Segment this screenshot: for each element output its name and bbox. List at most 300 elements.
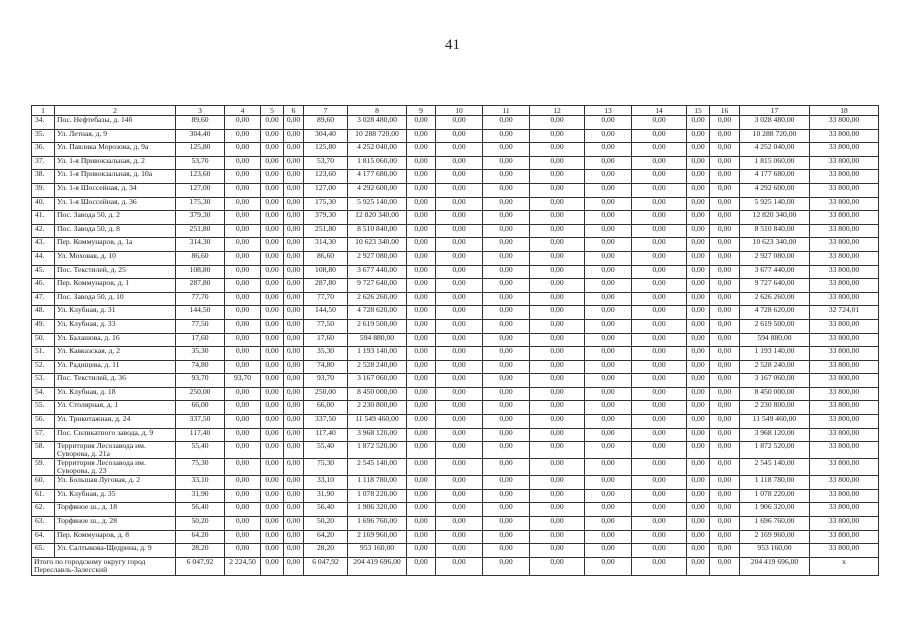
value-cell: 0,00 [407,211,436,225]
value-cell: 0,00 [632,292,687,306]
address-cell: Ул. Клубная, д. 35 [55,489,176,503]
value-cell: 0,00 [436,129,483,143]
value-cell: 3 677 440,00 [348,265,407,279]
value-cell: 0,00 [225,197,261,211]
value-cell: 0,00 [632,489,687,503]
value-cell: 0,00 [284,503,304,517]
value-cell: 2 927 080,00 [348,251,407,265]
table-row [32,360,879,374]
value-cell: 64,20 [304,530,348,544]
value-cell: 251,80 [304,224,348,238]
value-cell: 33 800,00 [810,211,879,225]
value-cell: 3 968 120,00 [740,428,810,442]
value-cell: 0,00 [483,197,530,211]
total-value-cell: 0,00 [632,557,687,575]
value-cell: 0,00 [632,129,687,143]
value-cell: 0,00 [687,442,710,459]
value-cell: 0,00 [632,415,687,429]
column-header: 17 [740,106,810,116]
registry-table [31,105,879,576]
value-cell: 0,00 [436,544,483,558]
value-cell: 1 118 780,00 [740,476,810,490]
value-cell: 33 800,00 [810,197,879,211]
value-cell: 0,00 [407,238,436,252]
value-cell: 50,20 [176,517,225,531]
value-cell: 0,00 [225,183,261,197]
value-cell: 0,00 [225,306,261,320]
value-cell: 33,10 [176,476,225,490]
total-row [32,557,879,575]
address-cell: Пос. Текстилей, д. 36 [55,374,176,388]
value-cell: 0,00 [687,387,710,401]
value-cell: 0,00 [225,459,261,476]
value-cell: 2 169 960,00 [348,530,407,544]
value-cell: 33 800,00 [810,544,879,558]
value-cell: 594 880,00 [348,333,407,347]
total-value-cell: 2 224,50 [225,557,261,575]
value-cell: 0,00 [436,116,483,130]
value-cell: 0,00 [261,183,284,197]
value-cell: 0,00 [530,476,585,490]
value-cell: 0,00 [483,459,530,476]
value-cell: 0,00 [284,360,304,374]
value-cell: 0,00 [530,333,585,347]
value-cell: 0,00 [530,251,585,265]
value-cell: 8 450 000,00 [740,387,810,401]
row-number: 47. [32,292,55,306]
value-cell: 123,60 [304,170,348,184]
value-cell: 0,00 [436,279,483,293]
value-cell: 175,30 [304,197,348,211]
table-row [32,224,879,238]
value-cell: 33 800,00 [810,265,879,279]
total-value-cell: 0,00 [407,557,436,575]
value-cell: 0,00 [284,517,304,531]
value-cell: 33 800,00 [810,476,879,490]
value-cell: 4 177 680,00 [348,170,407,184]
value-cell: 86,60 [304,251,348,265]
value-cell: 0,00 [261,476,284,490]
value-cell: 33 800,00 [810,333,879,347]
value-cell: 304,40 [176,129,225,143]
table-row [32,489,879,503]
value-cell: 0,00 [585,476,632,490]
value-cell: 0,00 [261,129,284,143]
value-cell: 0,00 [710,347,740,361]
value-cell: 0,00 [710,428,740,442]
value-cell: 0,00 [407,170,436,184]
address-cell: Ул. Столярная, д. 1 [55,401,176,415]
value-cell: 33 800,00 [810,517,879,531]
value-cell: 0,00 [687,238,710,252]
value-cell: 0,00 [483,530,530,544]
value-cell: 33 800,00 [810,279,879,293]
value-cell: 0,00 [407,319,436,333]
value-cell: 0,00 [225,116,261,130]
value-cell: 314,30 [304,238,348,252]
value-cell: 0,00 [261,347,284,361]
value-cell: 0,00 [407,197,436,211]
value-cell: 0,00 [284,129,304,143]
value-cell: 250,00 [176,387,225,401]
value-cell: 0,00 [436,374,483,388]
value-cell: 0,00 [530,517,585,531]
value-cell: 0,00 [687,503,710,517]
value-cell: 0,00 [632,143,687,157]
value-cell: 5 925 140,00 [348,197,407,211]
row-number: 42. [32,224,55,238]
value-cell: 127,00 [304,183,348,197]
value-cell: 0,00 [261,306,284,320]
value-cell: 0,00 [530,319,585,333]
value-cell: 1 118 780,00 [348,476,407,490]
value-cell: 0,00 [687,319,710,333]
value-cell: 287,80 [304,279,348,293]
value-cell: 0,00 [530,306,585,320]
value-cell: 2 545 140,00 [740,459,810,476]
value-cell: 0,00 [436,170,483,184]
value-cell: 0,00 [687,333,710,347]
table-row [32,517,879,531]
value-cell: 0,00 [585,347,632,361]
column-header: 13 [585,106,632,116]
value-cell: 0,00 [436,265,483,279]
value-cell: 0,00 [687,360,710,374]
value-cell: 1 193 140,00 [740,347,810,361]
value-cell: 0,00 [436,387,483,401]
value-cell: 0,00 [710,224,740,238]
value-cell: 0,00 [530,224,585,238]
value-cell: 953 160,00 [740,544,810,558]
value-cell: 0,00 [407,129,436,143]
value-cell: 77,50 [304,319,348,333]
column-header: 12 [530,106,585,116]
value-cell: 0,00 [530,503,585,517]
value-cell: 75,30 [176,459,225,476]
value-cell: 0,00 [483,211,530,225]
value-cell: 0,00 [261,224,284,238]
value-cell: 0,00 [407,292,436,306]
value-cell: 33 800,00 [810,292,879,306]
value-cell: 0,00 [710,129,740,143]
table-row [32,183,879,197]
value-cell: 3 677 440,00 [740,265,810,279]
address-cell: Ул. 1-я Шоссейная, д. 36 [55,197,176,211]
value-cell: 144,50 [304,306,348,320]
table-row [32,143,879,157]
row-number: 57. [32,428,55,442]
value-cell: 0,00 [530,211,585,225]
value-cell: 66,00 [304,401,348,415]
row-number: 39. [32,183,55,197]
total-value-cell: 0,00 [284,557,304,575]
table-row [32,170,879,184]
value-cell: 175,30 [176,197,225,211]
value-cell: 0,00 [585,517,632,531]
value-cell: 2 619 500,00 [348,319,407,333]
value-cell: 0,00 [530,374,585,388]
value-cell: 33 800,00 [810,183,879,197]
value-cell: 0,00 [284,347,304,361]
address-cell: Ул. 1-я Привокзальная, д. 10а [55,170,176,184]
value-cell: 125,80 [176,143,225,157]
value-cell: 0,00 [225,347,261,361]
value-cell: 379,30 [304,211,348,225]
value-cell: 0,00 [483,224,530,238]
value-cell: 0,00 [710,143,740,157]
value-cell: 0,00 [687,156,710,170]
value-cell: 0,00 [483,319,530,333]
value-cell: 0,00 [284,333,304,347]
value-cell: 0,00 [687,347,710,361]
value-cell: 0,00 [261,387,284,401]
value-cell: 10 623 340,00 [348,238,407,252]
table-row [32,116,879,130]
address-cell: Пос. Завода 50, д. 2 [55,211,176,225]
value-cell: 1 906 320,00 [348,503,407,517]
address-cell: Ул. Моховая, д. 10 [55,251,176,265]
value-cell: 8 450 000,00 [348,387,407,401]
value-cell: 0,00 [436,156,483,170]
value-cell: 117,40 [176,428,225,442]
value-cell: 0,00 [436,442,483,459]
value-cell: 0,00 [632,442,687,459]
value-cell: 50,20 [304,517,348,531]
row-number: 52. [32,360,55,374]
value-cell: 2 626 260,00 [348,292,407,306]
value-cell: 0,00 [407,279,436,293]
address-cell: Ул. Павлика Морозова, д. 9а [55,143,176,157]
value-cell: 0,00 [585,129,632,143]
value-cell: 0,00 [436,347,483,361]
address-cell: Пос. Текстилей, д. 25 [55,265,176,279]
row-number: 40. [32,197,55,211]
value-cell: 35,30 [176,347,225,361]
value-cell: 0,00 [530,544,585,558]
value-cell: 0,00 [483,374,530,388]
value-cell: 0,00 [585,530,632,544]
column-header: 10 [436,106,483,116]
value-cell: 0,00 [585,251,632,265]
table-row [32,476,879,490]
value-cell: 0,00 [710,415,740,429]
value-cell: 0,00 [585,319,632,333]
value-cell: 0,00 [530,156,585,170]
value-cell: 2 927 080,00 [740,251,810,265]
total-value-cell: 0,00 [483,557,530,575]
value-cell: 0,00 [436,292,483,306]
value-cell: 250,00 [304,387,348,401]
column-header: 5 [261,106,284,116]
value-cell: 0,00 [225,279,261,293]
value-cell: 0,00 [284,170,304,184]
value-cell: 0,00 [632,251,687,265]
value-cell: 0,00 [687,224,710,238]
value-cell: 0,00 [407,156,436,170]
value-cell: 0,00 [284,306,304,320]
value-cell: 0,00 [225,319,261,333]
value-cell: 0,00 [687,530,710,544]
value-cell: 108,80 [304,265,348,279]
value-cell: 75,30 [304,459,348,476]
value-cell: 33 800,00 [810,530,879,544]
value-cell: 304,40 [304,129,348,143]
value-cell: 0,00 [261,489,284,503]
value-cell: 0,00 [483,251,530,265]
value-cell: 56,40 [304,503,348,517]
table-row [32,503,879,517]
table-row [32,530,879,544]
value-cell: 33 800,00 [810,116,879,130]
value-cell: 0,00 [261,251,284,265]
value-cell: 0,00 [530,183,585,197]
value-cell: 0,00 [585,333,632,347]
value-cell: 0,00 [483,170,530,184]
value-cell: 0,00 [632,428,687,442]
address-cell: Ул. Клубная, д. 33 [55,319,176,333]
value-cell: 0,00 [261,170,284,184]
address-cell: Ул. Большая Луговая, д. 2 [55,476,176,490]
value-cell: 10 288 720,00 [740,129,810,143]
address-cell: Ул. Салтыкова-Щедрина, д. 9 [55,544,176,558]
value-cell: 0,00 [530,143,585,157]
value-cell: 3 028 480,00 [348,116,407,130]
value-cell: 0,00 [687,197,710,211]
value-cell: 0,00 [407,306,436,320]
value-cell: 0,00 [436,360,483,374]
value-cell: 10 623 340,00 [740,238,810,252]
value-cell: 5 925 140,00 [740,197,810,211]
value-cell: 0,00 [483,265,530,279]
value-cell: 1 815 060,00 [740,156,810,170]
value-cell: 0,00 [687,211,710,225]
value-cell: 0,00 [261,333,284,347]
value-cell: 33 800,00 [810,156,879,170]
row-number: 59. [32,459,55,476]
column-header: 16 [710,106,740,116]
row-number: 63. [32,517,55,531]
value-cell: 74,80 [176,360,225,374]
total-value-cell: 0,00 [687,557,710,575]
value-cell: 251,80 [176,224,225,238]
value-cell: 1 872 520,00 [740,442,810,459]
table-row [32,333,879,347]
value-cell: 0,00 [225,401,261,415]
row-number: 50. [32,333,55,347]
total-value-cell: 0,00 [530,557,585,575]
address-cell: Торфяное ш., д. 28 [55,517,176,531]
value-cell: 0,00 [687,170,710,184]
table-row [32,265,879,279]
value-cell: 0,00 [284,292,304,306]
column-header: 18 [810,106,879,116]
value-cell: 33 800,00 [810,374,879,388]
value-cell: 0,00 [436,306,483,320]
value-cell: 0,00 [284,459,304,476]
value-cell: 0,00 [687,401,710,415]
value-cell: 2 230 800,00 [740,401,810,415]
value-cell: 74,80 [304,360,348,374]
row-number: 38. [32,170,55,184]
value-cell: 0,00 [225,265,261,279]
value-cell: 0,00 [225,333,261,347]
value-cell: 0,00 [710,489,740,503]
value-cell: 0,00 [407,387,436,401]
value-cell: 17,60 [176,333,225,347]
column-header: 3 [176,106,225,116]
value-cell: 0,00 [710,265,740,279]
value-cell: 0,00 [261,415,284,429]
value-cell: 0,00 [585,459,632,476]
row-number: 56. [32,415,55,429]
value-cell: 123,60 [176,170,225,184]
value-cell: 0,00 [407,347,436,361]
value-cell: 33 800,00 [810,401,879,415]
value-cell: 0,00 [483,428,530,442]
value-cell: 89,60 [176,116,225,130]
value-cell: 2 528 240,00 [740,360,810,374]
value-cell: 0,00 [261,238,284,252]
value-cell: 1 696 760,00 [348,517,407,531]
total-value-cell: x [810,557,879,575]
value-cell: 0,00 [261,319,284,333]
value-cell: 33 800,00 [810,143,879,157]
row-number: 34. [32,116,55,130]
value-cell: 0,00 [407,489,436,503]
total-value-cell: 204 419 696,00 [348,557,407,575]
value-cell: 0,00 [407,442,436,459]
value-cell: 0,00 [284,415,304,429]
value-cell: 0,00 [530,129,585,143]
value-cell: 1 906 320,00 [740,503,810,517]
value-cell: 0,00 [710,544,740,558]
value-cell: 0,00 [436,238,483,252]
value-cell: 0,00 [687,183,710,197]
value-cell: 33 800,00 [810,238,879,252]
value-cell: 337,50 [304,415,348,429]
value-cell: 0,00 [436,517,483,531]
value-cell: 8 510 840,00 [348,224,407,238]
row-number: 37. [32,156,55,170]
value-cell: 0,00 [436,319,483,333]
value-cell: 0,00 [585,374,632,388]
value-cell: 0,00 [632,238,687,252]
value-cell: 0,00 [284,530,304,544]
value-cell: 127,00 [176,183,225,197]
value-cell: 0,00 [436,401,483,415]
value-cell: 0,00 [261,116,284,130]
value-cell: 0,00 [585,428,632,442]
value-cell: 0,00 [710,211,740,225]
row-number: 49. [32,319,55,333]
value-cell: 0,00 [284,428,304,442]
value-cell: 0,00 [436,183,483,197]
value-cell: 3 028 480,00 [740,116,810,130]
value-cell: 0,00 [407,116,436,130]
row-number: 61. [32,489,55,503]
value-cell: 0,00 [261,401,284,415]
table-row [32,428,879,442]
value-cell: 0,00 [710,442,740,459]
value-cell: 0,00 [225,292,261,306]
value-cell: 0,00 [436,503,483,517]
value-cell: 1 815 060,00 [348,156,407,170]
value-cell: 0,00 [483,489,530,503]
table-row [32,459,879,476]
value-cell: 0,00 [632,517,687,531]
value-cell: 0,00 [407,428,436,442]
value-cell: 2 230 800,00 [348,401,407,415]
